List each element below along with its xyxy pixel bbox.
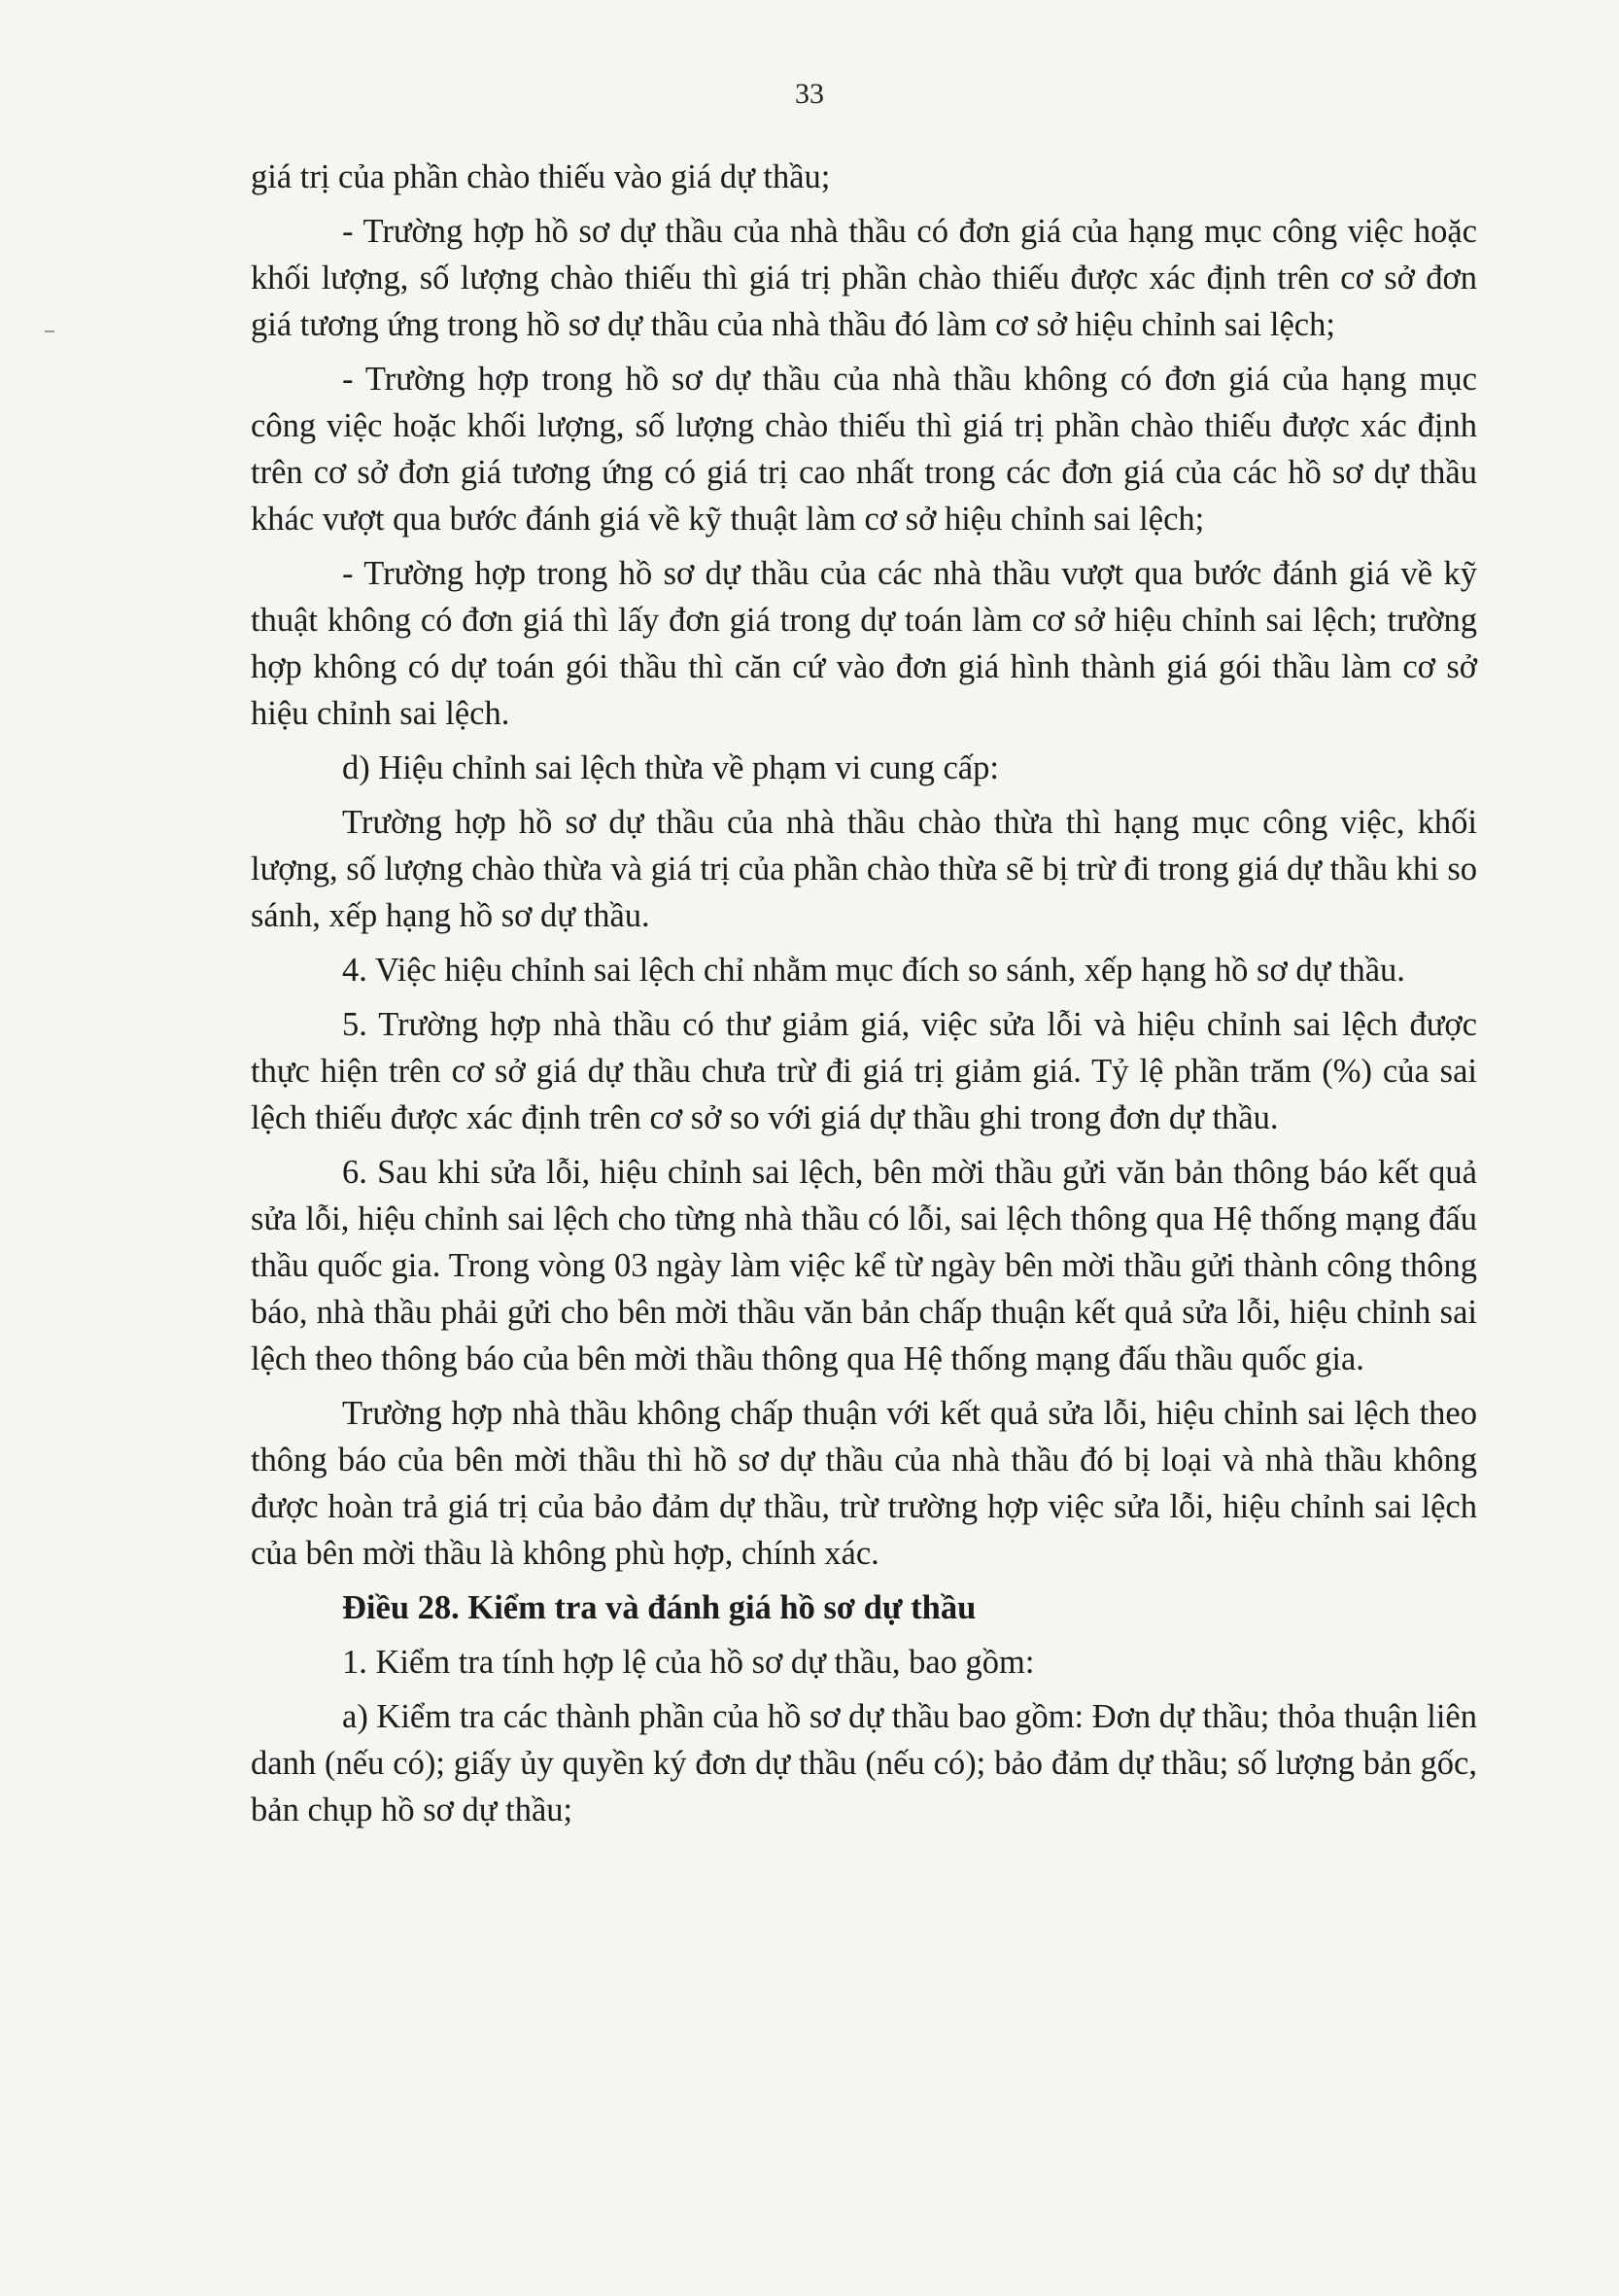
page-number: 33 bbox=[795, 78, 824, 110]
paragraph: 4. Việc hiệu chỉnh sai lệch chỉ nhằm mục đích so sánh, xếp hạng hồ sơ dự thầu. bbox=[342, 952, 1405, 989]
paragraph: d) Hiệu chỉnh sai lệch thừa về phạm vi cung cấp: bbox=[342, 749, 999, 786]
margin-mark bbox=[45, 330, 54, 332]
paragraph: - Trường hợp trong hồ sơ dự thầu của nhà thầu không có đơn giá của hạng mục công việc hoặc khối lượng, số lượng chào thiếu thì giá trị phần chào thiếu được xác định trên cơ sở đơn giá tương ứng có giá trị cao nhất trong các đơn giá của các hồ sơ dự thầu khác vượt qua bước đánh giá về kỹ thuật làm cơ sở hiệu chỉnh sai lệch; bbox=[251, 361, 1477, 538]
paragraph: 1. Kiểm tra tính hợp lệ của hồ sơ dự thầu, bao gồm: bbox=[342, 1644, 1035, 1681]
paragraph: 6. Sau khi sửa lỗi, hiệu chỉnh sai lệch, bên mời thầu gửi văn bản thông báo kết quả sửa lỗi, hiệu chỉnh sai lệch cho từng nhà thầu có lỗi, sai lệch thông qua Hệ thống mạng đấu thầu quốc gia. Trong vòng 03 ngày làm việc kể từ ngày bên mời thầu gửi thành công thông báo, nhà thầu phải gửi cho bên mời thầu văn bản chấp thuận kết quả sửa lỗi, hiệu chỉnh sai lệch theo thông báo của bên mời thầu thông qua Hệ thống mạng đấu thầu quốc gia. bbox=[251, 1154, 1477, 1377]
paragraph: 5. Trường hợp nhà thầu có thư giảm giá, việc sửa lỗi và hiệu chỉnh sai lệch được thực hiện trên cơ sở giá dự thầu chưa trừ đi giá trị giảm giá. Tỷ lệ phần trăm (%) của sai lệch thiếu được xác định trên cơ sở so với giá dự thầu ghi trong đơn dự thầu. bbox=[251, 1006, 1477, 1136]
paragraph: Trường hợp nhà thầu không chấp thuận với kết quả sửa lỗi, hiệu chỉnh sai lệch theo thông báo của bên mời thầu thì hồ sơ dự thầu của nhà thầu đó bị loại và nhà thầu không được hoàn trả giá trị của bảo đảm dự thầu, trừ trường hợp việc sửa lỗi, hiệu chỉnh sai lệch của bên mời thầu là không phù hợp, chính xác. bbox=[251, 1395, 1477, 1572]
article-heading: Điều 28. Kiểm tra và đánh giá hồ sơ dự thầu bbox=[342, 1589, 977, 1626]
paragraph: Trường hợp hồ sơ dự thầu của nhà thầu chào thừa thì hạng mục công việc, khối lượng, số lượng chào thừa và giá trị của phần chào thừa sẽ bị trừ đi trong giá dự thầu khi so sánh, xếp hạng hồ sơ dự thầu. bbox=[251, 804, 1477, 934]
paragraph: - Trường hợp hồ sơ dự thầu của nhà thầu có đơn giá của hạng mục công việc hoặc khối lượng, số lượng chào thiếu thì giá trị phần chào thiếu được xác định trên cơ sở đơn giá tương ứng trong hồ sơ dự thầu của nhà thầu đó làm cơ sở hiệu chỉnh sai lệch; bbox=[251, 213, 1477, 343]
document-body bbox=[251, 154, 1477, 1841]
paragraph: - Trường hợp trong hồ sơ dự thầu của các nhà thầu vượt qua bước đánh giá về kỹ thuật không có đơn giá thì lấy đơn giá trong dự toán làm cơ sở hiệu chỉnh sai lệch; trường hợp không có dự toán gói thầu thì căn cứ vào đơn giá hình thành giá gói thầu làm cơ sở hiệu chỉnh sai lệch. bbox=[251, 555, 1477, 732]
paragraph: giá trị của phần chào thiếu vào giá dự thầu; bbox=[251, 158, 831, 195]
paragraph: a) Kiểm tra các thành phần của hồ sơ dự thầu bao gồm: Đơn dự thầu; thỏa thuận liên danh (nếu có); giấy ủy quyền ký đơn dự thầu (nếu có); bảo đảm dự thầu; số lượng bản gốc, bản chụp hồ sơ dự thầu; bbox=[251, 1698, 1477, 1828]
